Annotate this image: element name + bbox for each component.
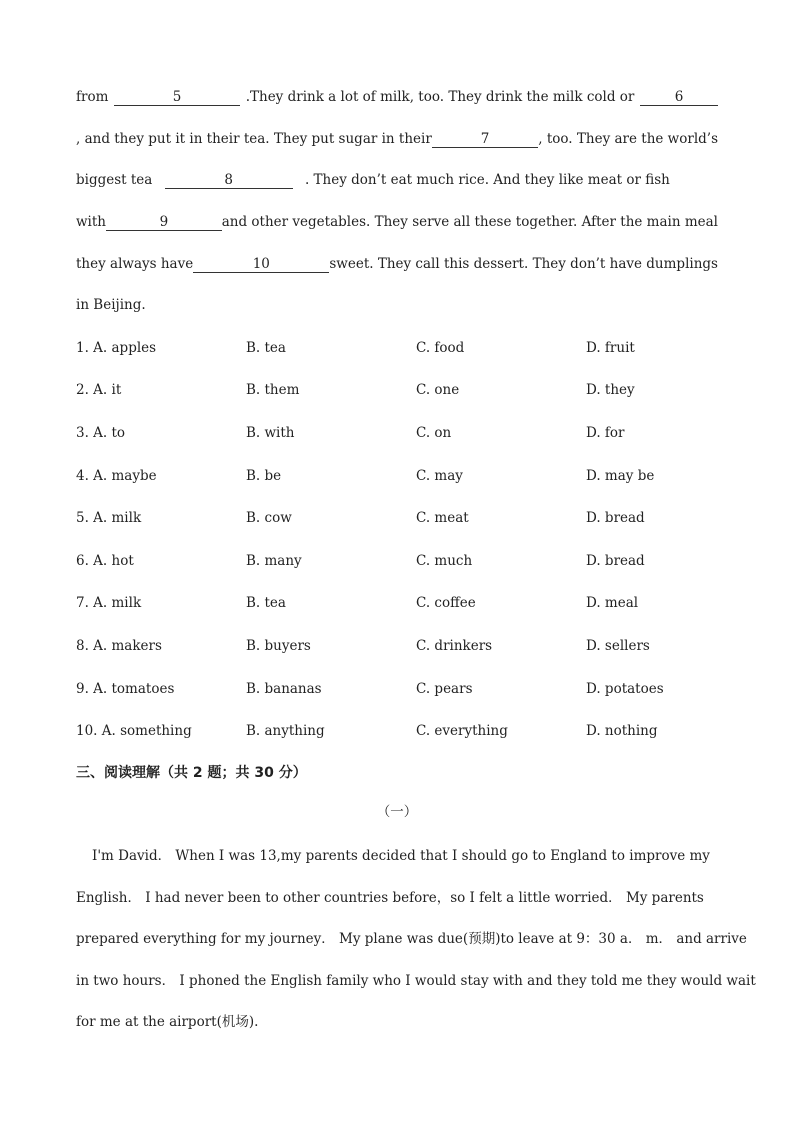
option-a: 10. A. something [76, 723, 192, 739]
option-a: 9. A. tomatoes [76, 681, 175, 697]
option-a: 6. A. hot [76, 553, 134, 569]
option-a: 5. A. milk [76, 510, 142, 526]
passage-text: . They don’t eat much rice. And they like meat or fish [304, 172, 670, 188]
option-d: D. potatoes [586, 681, 664, 697]
blank-6: 6 [640, 89, 718, 106]
option-d: D. fruit [586, 340, 635, 356]
option-c: C. pears [416, 681, 473, 697]
blank-5: 5 [114, 89, 240, 106]
option-c: C. coffee [416, 595, 476, 611]
section-title: 三、阅读理解（共 2 题；共 30 分） [76, 765, 307, 781]
section-subtitle: （一） [376, 804, 418, 820]
blank-7: 7 [432, 131, 538, 148]
option-d: D. they [586, 382, 635, 398]
option-b: B. be [246, 468, 282, 484]
passage-text: with [76, 214, 106, 230]
reading-line-2 [76, 889, 718, 907]
passage-text: from [76, 89, 109, 105]
option-a: 4. A. maybe [76, 468, 157, 484]
passage-line-5 [76, 255, 718, 273]
option-b: B. with [246, 425, 295, 441]
option-c: C. may [416, 468, 463, 484]
reading-line-3 [76, 930, 747, 948]
option-d: D. for [586, 425, 625, 441]
passage-text: , too. They are the world’s [538, 131, 718, 147]
passage-text: in Beijing. [76, 297, 146, 313]
reading-line-5 [76, 1013, 718, 1031]
option-b: B. many [246, 553, 302, 569]
option-b: B. anything [246, 723, 325, 739]
option-b: B. bananas [246, 681, 322, 697]
option-d: D. bread [586, 553, 645, 569]
reading-line-1 [92, 847, 710, 865]
passage-line-3 [76, 171, 718, 189]
option-d: D. meal [586, 595, 639, 611]
option-b: B. tea [246, 595, 286, 611]
option-c: C. drinkers [416, 638, 493, 654]
passage-text: .They drink a lot of milk, too. They drink the milk cold or [245, 89, 635, 105]
option-a: 3. A. to [76, 425, 126, 441]
option-c: C. one [416, 382, 460, 398]
passage-text: and other vegetables. They serve all these together. After the main meal [221, 214, 718, 230]
option-a: 1. A. apples [76, 340, 157, 356]
option-b: B. cow [246, 510, 292, 526]
reading-text: English． I had never been to other countries before，so I felt a little worried． My parents [76, 890, 704, 906]
option-a: 2. A. it [76, 382, 122, 398]
passage-line-4 [76, 213, 718, 231]
option-b: B. tea [246, 340, 286, 356]
blank-9: 9 [106, 214, 222, 231]
blank-8: 8 [165, 172, 293, 189]
reading-text: in two hours． I phoned the English family who I would stay with and they told me they would wait [76, 973, 756, 989]
option-b: B. buyers [246, 638, 311, 654]
reading-text: for me at the airport(机场). [76, 1014, 259, 1030]
option-d: D. bread [586, 510, 645, 526]
option-d: D. may be [586, 468, 655, 484]
reading-text: prepared everything for my journey． My plane was due(预期)to leave at 9：30 a． m． and arrive [76, 931, 747, 947]
option-c: C. on [416, 425, 452, 441]
reading-text: I'm David． When I was 13,my parents decided that I should go to England to improve my [92, 848, 710, 864]
option-c: C. much [416, 553, 473, 569]
passage-text: , and they put it in their tea. They put sugar in their [76, 131, 432, 147]
passage-line-2 [76, 130, 718, 148]
passage-text: biggest tea [76, 172, 153, 188]
option-c: C. meat [416, 510, 469, 526]
reading-line-4 [76, 972, 756, 990]
option-b: B. them [246, 382, 300, 398]
option-a: 7. A. milk [76, 595, 142, 611]
passage-text: sweet. They call this dessert. They don’t have dumplings [329, 256, 718, 272]
blank-10: 10 [193, 256, 329, 273]
passage-line-6 [76, 296, 718, 314]
option-a: 8. A. makers [76, 638, 162, 654]
option-d: D. nothing [586, 723, 658, 739]
passage-line-1 [76, 88, 718, 106]
option-d: D. sellers [586, 638, 650, 654]
passage-text: they always have [76, 256, 194, 272]
option-c: C. everything [416, 723, 508, 739]
option-c: C. food [416, 340, 465, 356]
